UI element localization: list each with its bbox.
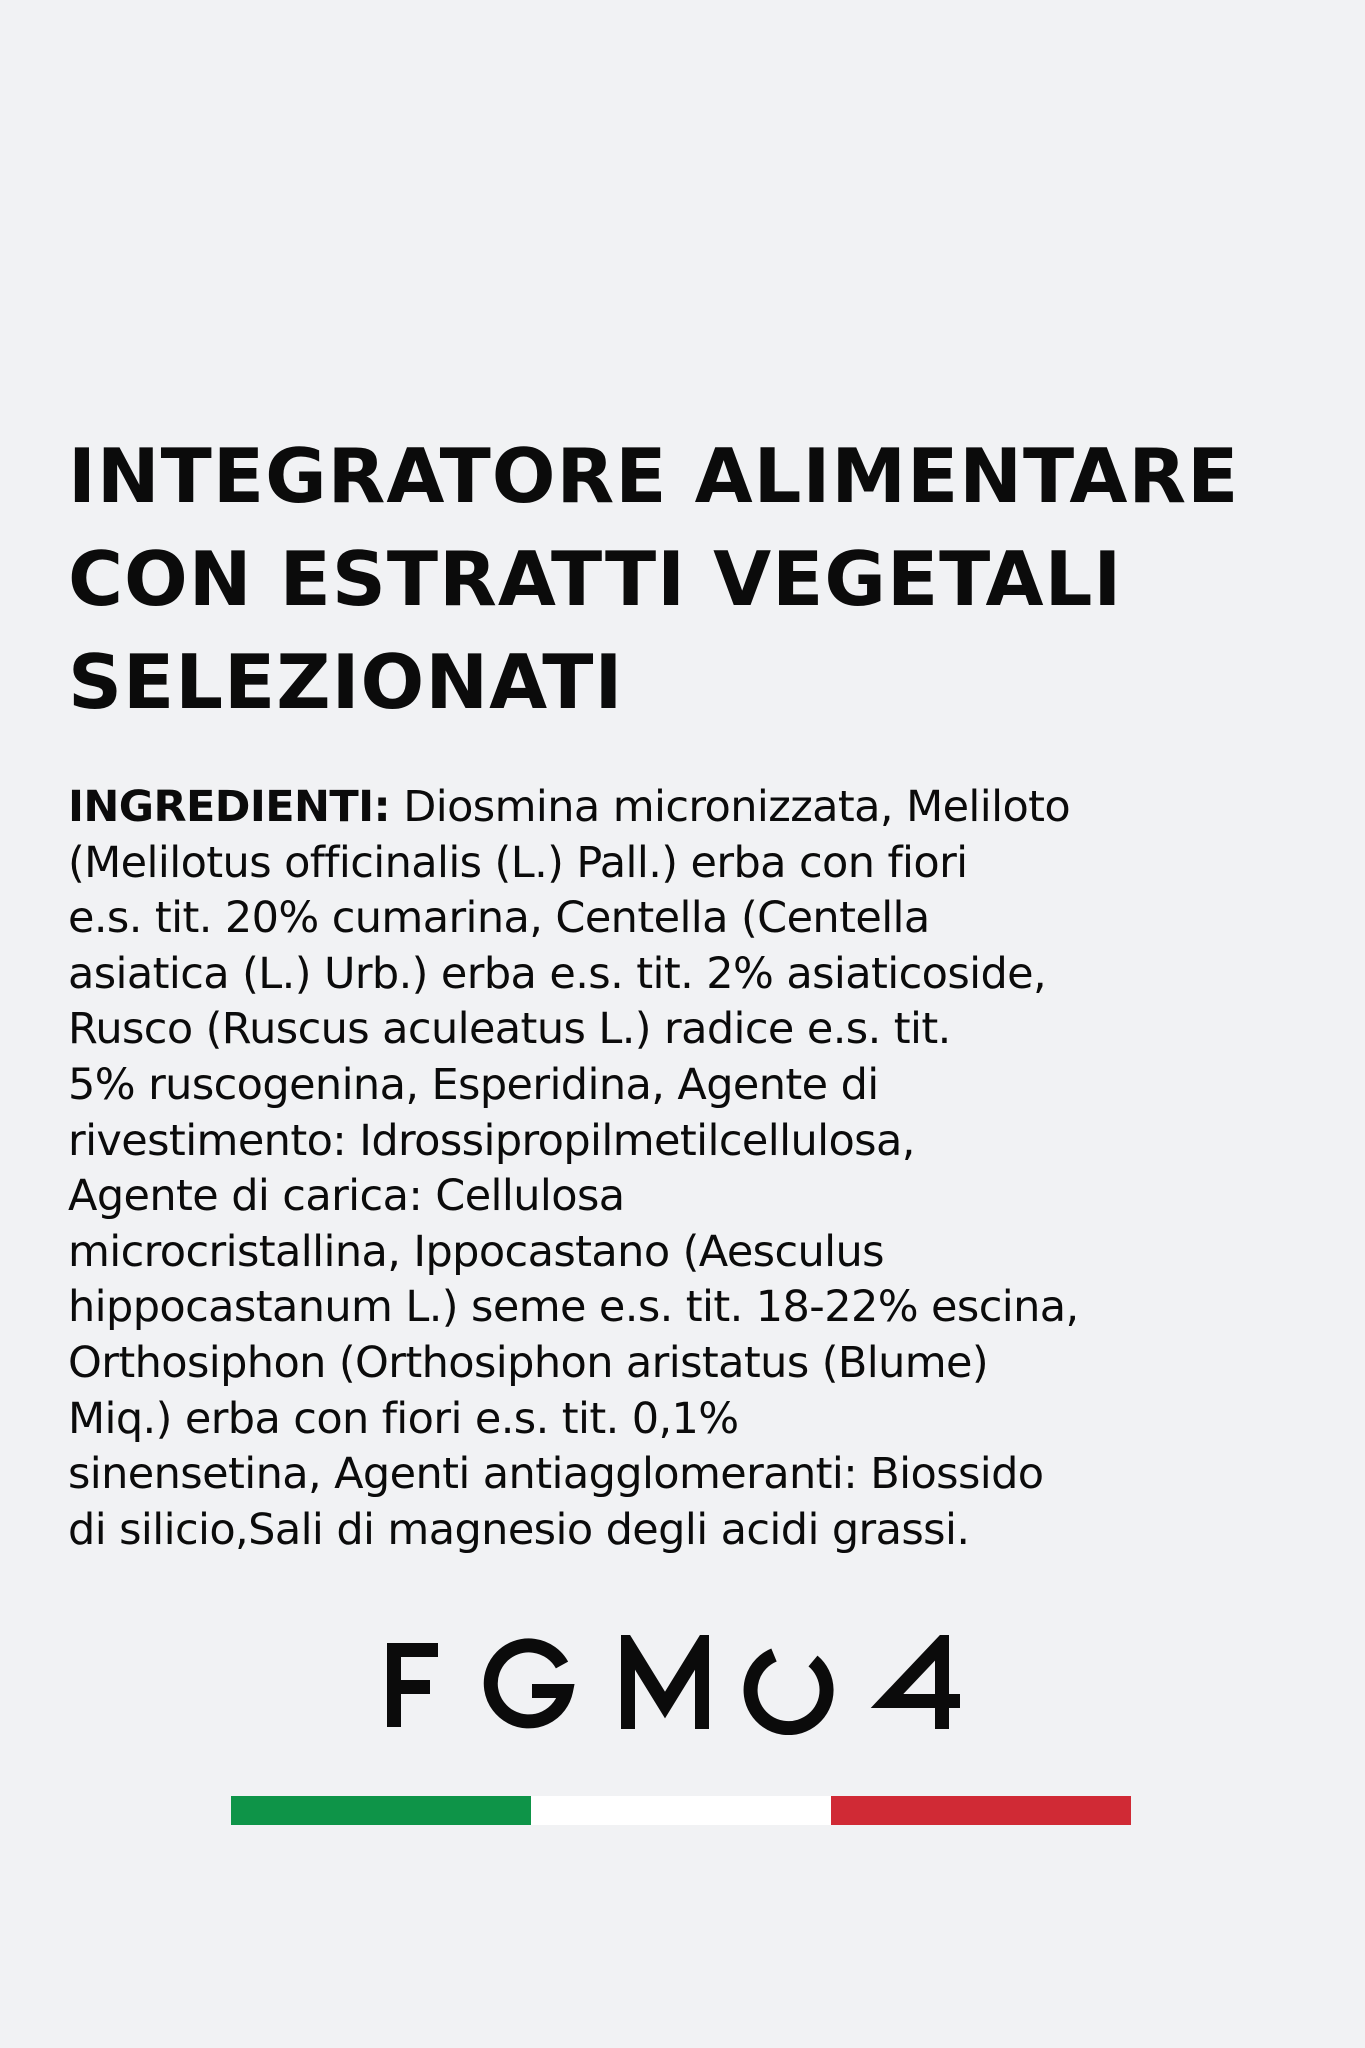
ingredients-line: di silicio,Sali di magnesio degli acidi grassi.	[68, 1504, 970, 1555]
ingredients-line: Rusco (Ruscus aculeatus L.) radice e.s. tit.	[68, 1004, 951, 1055]
italian-flag-stripe	[231, 1796, 1131, 1825]
ingredients-line: e.s. tit. 20% cumarina, Centella (Centella	[68, 893, 930, 944]
ingredients-line-1	[68, 780, 1288, 836]
ingredients-line: microcristallina, Ippocastano (Aesculus	[68, 1226, 884, 1277]
ingredients-line: rivestimento: Idrossipropilmetilcellulosa,	[68, 1115, 915, 1166]
product-title	[68, 425, 1308, 734]
ingredients-line: sinensetina, Agenti antiagglomeranti: Biossido	[68, 1449, 1044, 1500]
logo-letter-m	[628, 1645, 702, 1729]
flag-white-band	[531, 1796, 831, 1825]
ingredients-line: hippocastanum L.) seme e.s. tit. 18-22% escina,	[68, 1282, 1079, 1333]
logo-letter-4	[887, 1643, 960, 1729]
flag-red-band	[831, 1796, 1131, 1825]
ingredients-label: INGREDIENTI:	[68, 782, 391, 832]
logo-letter-g	[491, 1645, 566, 1721]
brand-logo	[380, 1635, 980, 1735]
ingredients-line: Miq.) erba con fiori e.s. tit. 0,1%	[68, 1393, 739, 1444]
ingredients-line: Orthosiphon (Orthosiphon aristatus (Blume)	[68, 1337, 989, 1388]
ingredients-line: Agente di carica: Cellulosa	[68, 1171, 625, 1222]
ingredients-first-line: Diosmina micronizzata, Meliloto	[403, 782, 1071, 832]
title-line-1: INTEGRATORE ALIMENTARE	[68, 432, 1240, 520]
ingredients-line: (Melilotus officinalis (L.) Pall.) erba con fiori	[68, 837, 968, 888]
logo-letter-o	[751, 1655, 827, 1728]
title-line-2: CON ESTRATTI VEGETALI	[68, 535, 1123, 623]
title-line-3: SELEZIONATI	[68, 638, 624, 726]
ingredients-line: asiatica (L.) Urb.) erba e.s. tit. 2% asiaticoside,	[68, 948, 1047, 999]
ingredients-text	[68, 780, 1288, 1558]
ingredients-line: 5% ruscogenina, Esperidina, Agente di	[68, 1059, 879, 1110]
logo-letter-f	[394, 1643, 438, 1727]
flag-green-band	[231, 1796, 531, 1825]
